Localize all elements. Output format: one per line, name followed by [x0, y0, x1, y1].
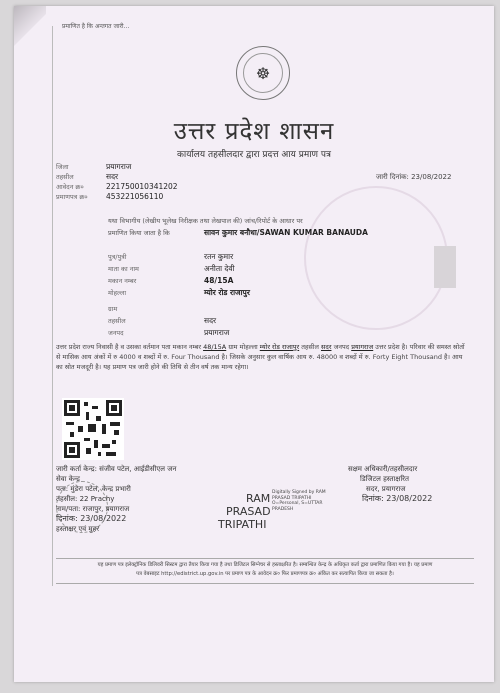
- footer-line-2: पत्र वेबसाइट http://edistrict.up.gov.in पर प्रमाण पत्र के आवेदन क्र० फिर प्रमाणपत्र क्र० अंकित कर सत्यापित किया जा सकता है।: [136, 571, 394, 577]
- watermark-emblem: [304, 186, 448, 330]
- folded-corner: [14, 6, 46, 46]
- intro-line-1: यथा विभागीय (लेखीय भूलेख निरीक्षक तथा लेखपाल की) जांच/रिपोर्ट के आधार पर: [108, 217, 303, 225]
- issuer-line-6: दिनांक: 23/08/2022: [56, 514, 127, 523]
- issuing-center-block: [56, 464, 176, 534]
- father-name: रतन कुमार: [204, 252, 234, 261]
- up-government-emblem: [236, 46, 290, 100]
- officer-signature-block: [348, 464, 432, 504]
- applicant-name: सावन कुमार बनौधा/SAWAN KUMAR BANAUDA: [204, 228, 368, 237]
- certificate-label: प्रमाणपत्र क्र०: [56, 193, 88, 201]
- emblem-icon: ☸: [243, 53, 283, 93]
- dsig-name-1: RAM: [246, 492, 271, 505]
- para-text-5: उत्तर प्रदेश है। परिवार की समस्त स्रोतों से मासिक आय अंकों में रु 4000 व शब्दों में रु. Four Thousand है। जिसके अनुसार कुल वार्षिक आय रु. 48000 व शब्दों में रु. Forty Eight Thousand है। आय का स्रोत मजदूरी है। यह प्रमाण पत्र जारी होने की तिथि से तीन वर्ष तक मान्य रहेगा।: [56, 343, 465, 371]
- house-label: मकान नम्बर: [108, 277, 137, 285]
- income-statement: [56, 342, 471, 372]
- para-text-3: तहसील: [301, 343, 319, 351]
- mohalla-label: मोहल्ला: [108, 289, 127, 297]
- father-label: पुत्र/पुत्री: [108, 253, 127, 261]
- verification-qr-code: [62, 398, 124, 460]
- house-number: 48/15A: [204, 276, 234, 285]
- issuer-line-4: तहसील: 22 Prachy: [56, 495, 115, 503]
- para-mohalla: म्योर रोड राजापुर: [259, 343, 300, 351]
- issuer-line-3: पता: मुंडेरा पटेल, केन्द्र प्रभारी: [56, 485, 131, 493]
- certificate-page: [14, 6, 494, 682]
- district-label: जिला: [56, 163, 69, 171]
- dsig-detail-1: Digitally Signed by RAM: [272, 490, 326, 495]
- page-subtitle: कार्यालय तहसीलदार द्वारा प्रदत्त आय प्रमाण पत्र: [177, 150, 331, 160]
- para-tehsil: सदर: [320, 343, 332, 351]
- officer-line-1: सक्षम अधिकारी/तहसीलदार: [348, 465, 418, 473]
- application-label: आवेदन क्र०: [56, 183, 84, 191]
- issuer-line-2: सेवा केन्द्र: [56, 475, 80, 483]
- top-note: प्रमाणित है कि अन्तगत जारी...: [62, 23, 130, 30]
- issuer-line-1: जारी कर्ता केन्द्र: संजीव पटेल, आईडीसीएल जन: [56, 465, 177, 473]
- dsig-detail-2: PRASAD TRIPATHI: [272, 495, 312, 501]
- dsig-detail-3: O=Personal, S=UTTAR: [272, 501, 323, 506]
- intro-line-2: प्रमाणित किया जाता है कि: [108, 229, 170, 237]
- dsig-name-3: TRIPATHI: [218, 518, 267, 531]
- stain-mark: [434, 246, 456, 288]
- dsig-name-2: PRASAD: [226, 505, 271, 518]
- certificate-number: 453221056110: [106, 192, 164, 201]
- tehsil-label: तहसील: [56, 173, 74, 181]
- village-label: ग्राम: [108, 305, 118, 313]
- district-value: प्रयागराज: [106, 162, 132, 171]
- application-number: 221750010341202: [106, 182, 178, 191]
- field-tehsil-label: तहसील: [108, 317, 126, 325]
- tehsil-value: सदर: [106, 172, 119, 181]
- field-district-value: प्रयागराज: [204, 328, 230, 337]
- para-district: प्रयागराज: [351, 343, 374, 351]
- officer-line-3: सदर, प्रयागराज: [366, 485, 406, 493]
- verification-footer: [56, 558, 474, 584]
- digital-signature-name: [218, 492, 271, 531]
- field-tehsil-value: सदर: [204, 316, 217, 325]
- mother-name: अनीता देवी: [204, 264, 235, 273]
- para-text-2: ग्राम मोहल्ला: [228, 343, 258, 351]
- footer-line-1: यह प्रमाण पत्र इलेक्ट्रॉनिक डिलिवरी सिस्टम द्वारा तैयार किया गया है तथा डिजिटल सिग्नेचर से हस्ताक्षरित है। सम्बन्धित केन्द्र के अधिकृत कर्ता द्वारा प्रमाणित किया गया है। यह प्रमाण: [97, 562, 433, 568]
- field-district-label: जनपद: [108, 329, 124, 337]
- issuer-line-7: हस्ताक्षर एवं मुहर: [56, 525, 100, 533]
- margin-line: [52, 26, 53, 586]
- para-house: 48/15A: [203, 343, 227, 351]
- officer-line-2: डिजिटल हस्ताक्षरित: [360, 475, 409, 483]
- para-text-4: जनपद: [333, 343, 350, 351]
- mother-label: माता का नाम: [108, 265, 139, 273]
- officer-line-4: दिनांक: 23/08/2022: [362, 494, 433, 503]
- mohalla-value: म्योर रोड राजापुर: [204, 288, 250, 297]
- para-text-1: उत्तर प्रदेश राज्य निवासी है व उसका वर्तमान पता मकान नम्बर: [56, 343, 201, 351]
- page-title: उत्तर प्रदेश शासन: [173, 117, 335, 145]
- dsig-detail-4: PRADESH: [272, 506, 294, 512]
- issue-date: जारी दिनांक: 23/08/2022: [376, 173, 452, 181]
- issuer-line-5: नाम/पता: राजापुर, प्रयागराज: [56, 505, 130, 513]
- digital-signature-details: [272, 490, 326, 512]
